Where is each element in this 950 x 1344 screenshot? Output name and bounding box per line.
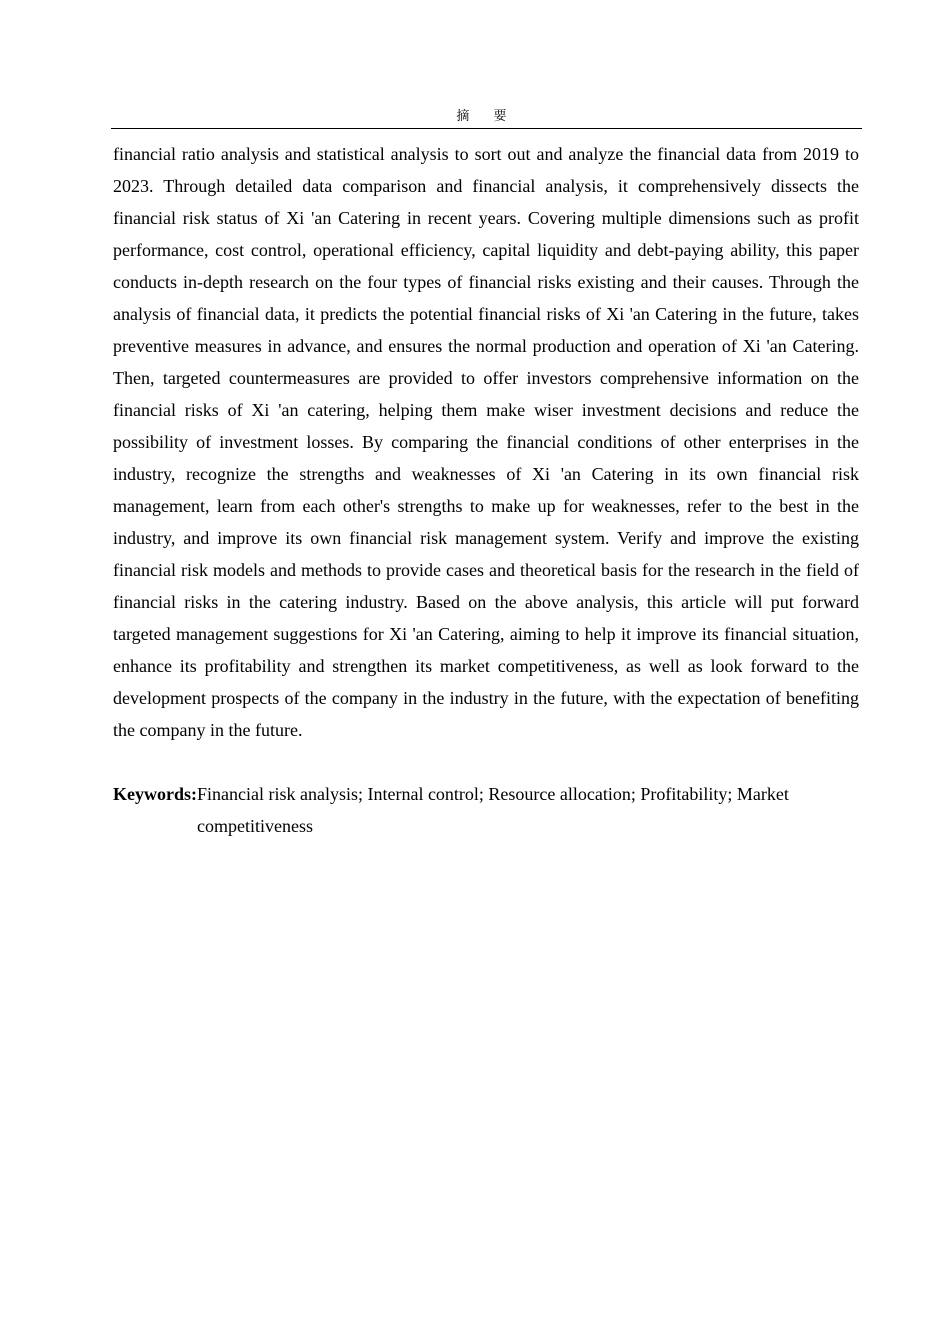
abstract-paragraph: financial ratio analysis and statistical analysis to sort out and analyze the financial data from 2019 to 2023. Through detailed data comparison and financial analysis, it comprehensively dissects the financial risk status of Xi 'an Catering in recent years. Covering multiple dimensions such as profit performance, cost control, operational efficiency, capital liquidity and debt-paying ability, this paper conducts in-depth research on the four types of financial risks existing and their causes. Through the analysis of financial data, it predicts the potential financial risks of Xi 'an Catering in the future, takes preventive measures in advance, and ensures the normal production and operation of Xi 'an Catering. Then, targeted countermeasures are provided to offer investors comprehensive information on the financial risks of Xi 'an catering, helping them make wiser investment decisions and reduce the possibility of investment losses. By comparing the financial conditions of other enterprises in the industry, recognize the strengths and weaknesses of Xi 'an Catering in its own financial risk management, learn from each other's strengths to make up for weaknesses, refer to the best in the industry, and improve its own financial risk management system. Verify and improve the existing financial risk models and methods to provide cases and theoretical basis for the research in the field of financial risks in the catering industry. Based on the above analysis, this article will put forward targeted management suggestions for Xi 'an Catering, aiming to help it improve its financial situation, enhance its profitability and strengthen its market competitiveness, as well as look forward to the development prospects of the company in the industry in the future, with the expectation of benefiting the company in the future. — [113, 144, 859, 740]
keywords-label: Keywords: — [113, 784, 197, 804]
running-header: 摘 要 — [456, 109, 517, 124]
keywords-line — [113, 778, 859, 842]
header-rule — [111, 128, 862, 129]
keywords-text: Financial risk analysis; Internal control; Resource allocation; Profitability; Market competitiveness — [197, 784, 789, 836]
